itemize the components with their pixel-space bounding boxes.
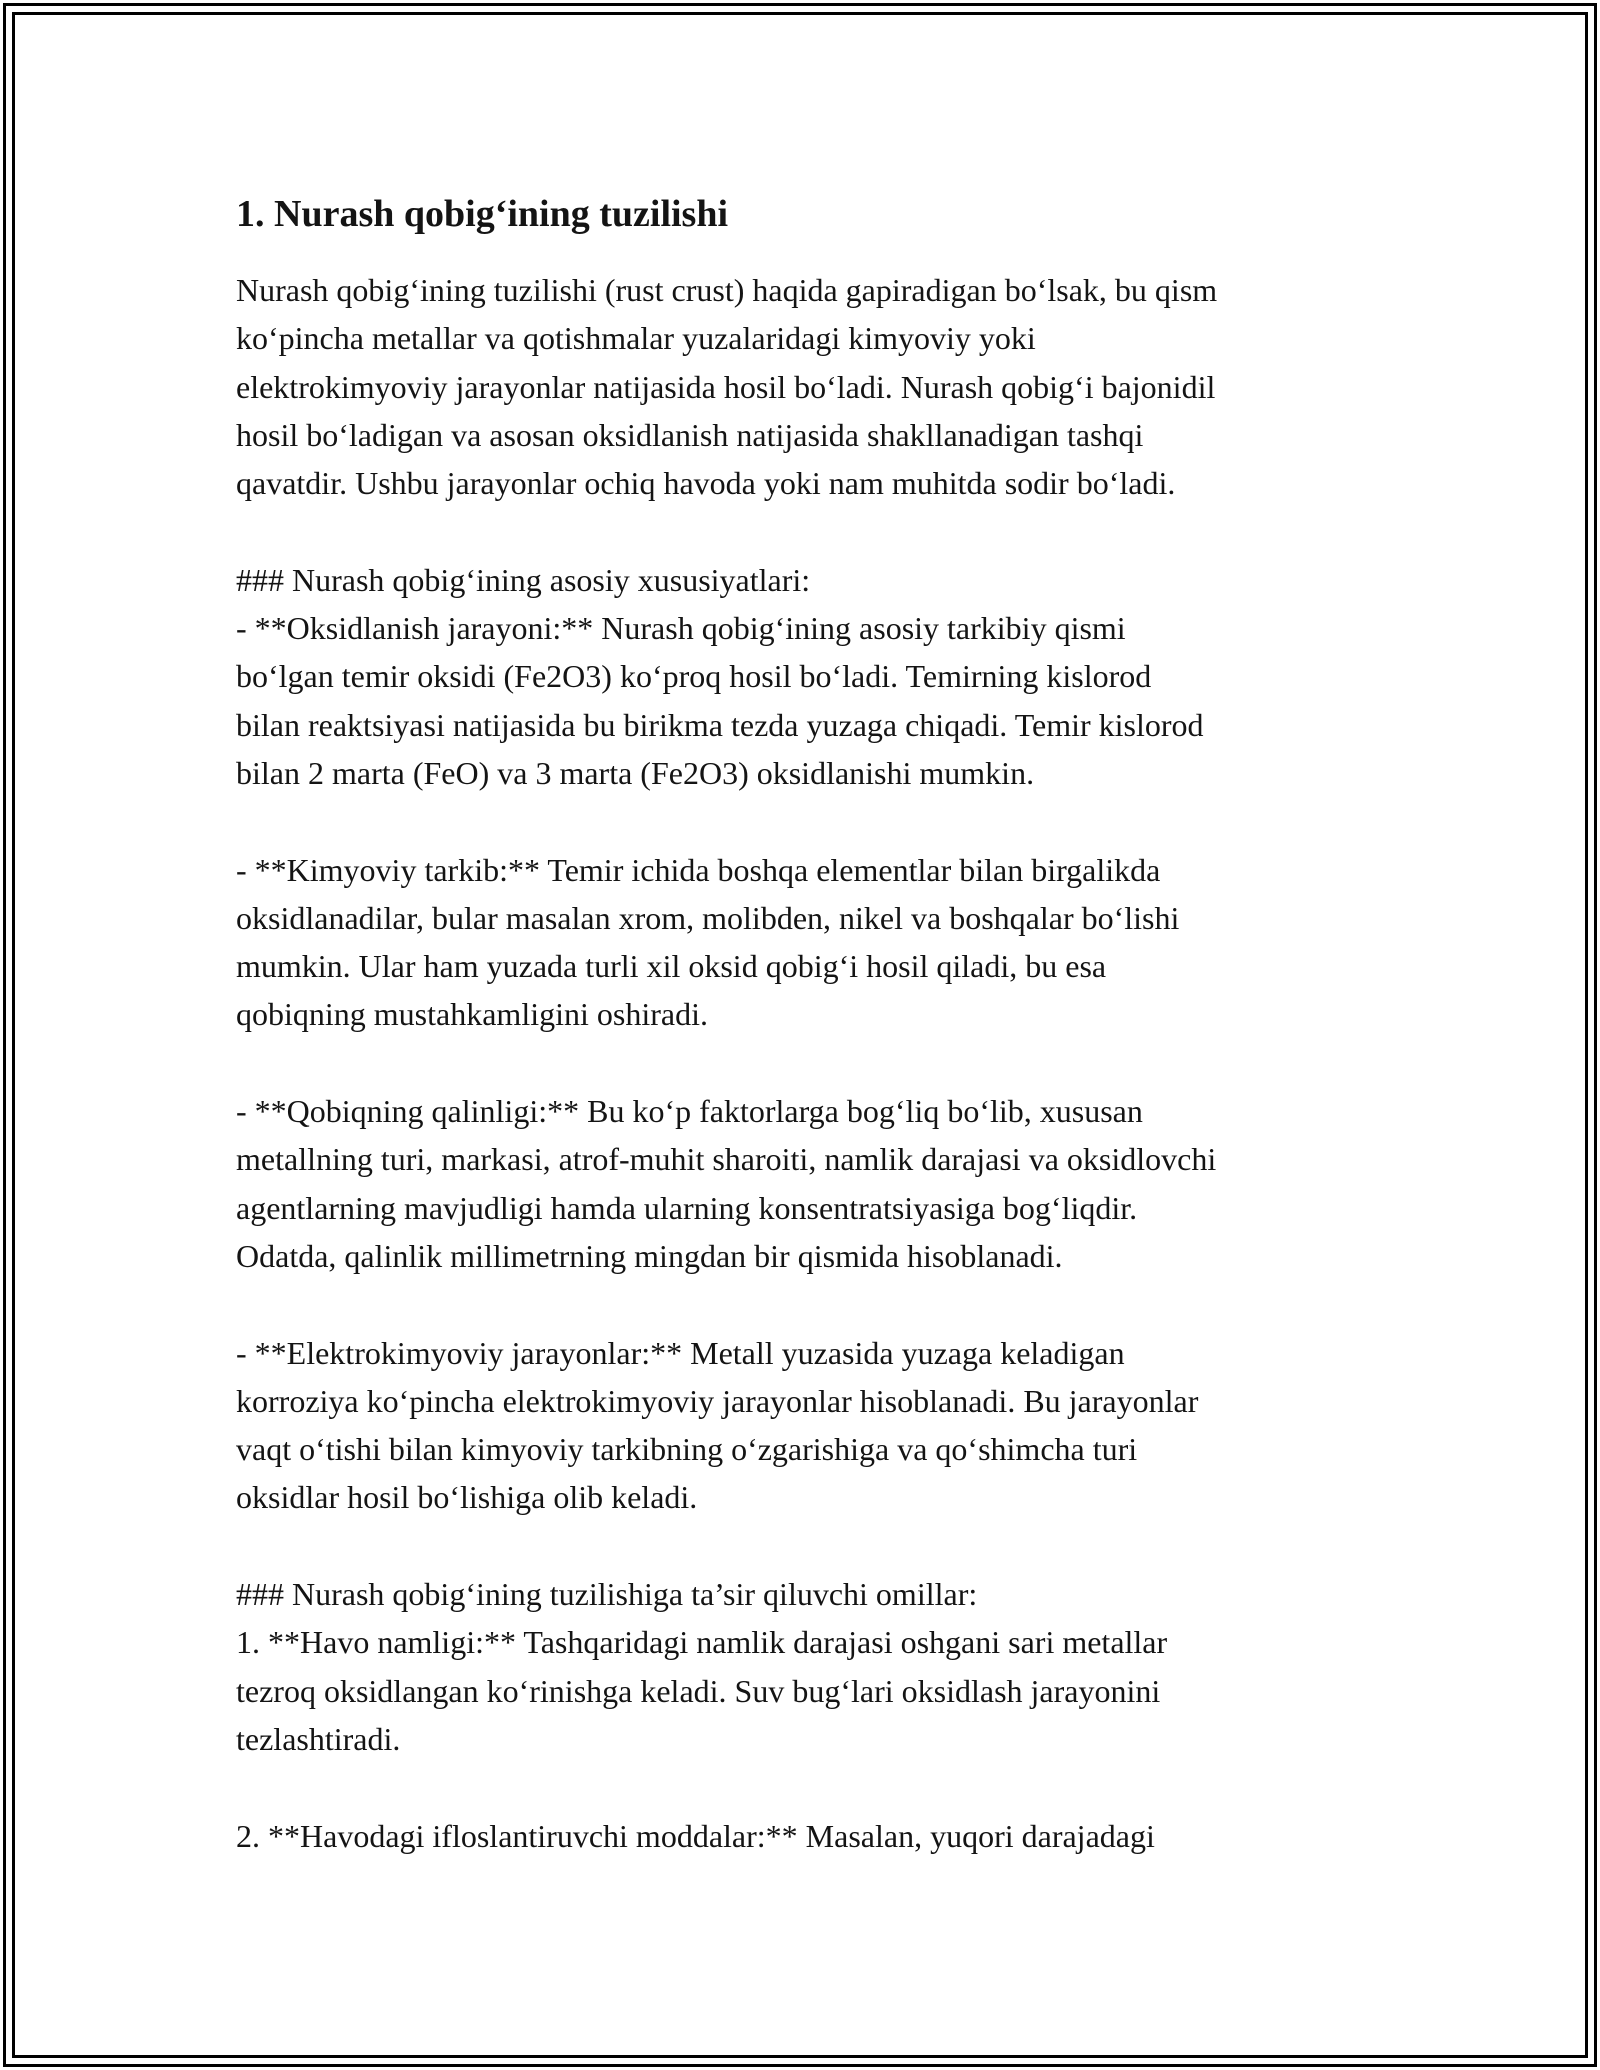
document-content [236, 186, 1376, 1860]
document-body: Nurash qobig‘ining tuzilishi (rust crust) haqida gapiradigan bo‘lsak, bu qism ko‘pincha metallar va qotishmalar yuzalaridagi kimyoviy yoki elektrokimyoviy jarayonlar natijasida hosil bo‘ladi. Nurash qobig‘i bajonidil hosil bo‘ladigan va asosan oksidlanish natijasida shakllanadigan tashqi qavatdir. Ushbu jarayonlar ochiq havoda yoki nam muhitda sodir bo‘ladi. ### Nurash qobig‘ining asosiy xususiyatlari: - **Oksidlanish jarayoni:** Nurash qobig‘ining asosiy tarkibiy qismi bo‘lgan temir oksidi (Fe2O3) ko‘proq hosil bo‘ladi. Temirning kislorod bilan reaktsiyasi natijasida bu birikma tezda yuzaga chiqadi. Temir kislorod bilan 2 marta (FeO) va 3 marta (Fe2O3) oksidlanishi mumkin. - **Kimyoviy tarkib:** Temir ichida boshqa elementlar bilan birgalikda oksidlanadilar, bular masalan xrom, molibden, nikel va boshqalar bo‘lishi mumkin. Ular ham yuzada turli xil oksid qobig‘i hosil qiladi, bu esa qobiqning mustahkamligini oshiradi. - **Qobiqning qalinligi:** Bu ko‘p faktorlarga bog‘liq bo‘lib, xususan metallning turi, markasi, atrof-muhit sharoiti, namlik darajasi va oksidlovchi agentlarning mavjudligi hamda ularning konsentratsiyasiga bog‘liqdir. Odatda, qalinlik millimetrning mingdan bir qismida hisoblanadi. - **Elektrokimyoviy jarayonlar:** Metall yuzasida yuzaga keladigan korroziya ko‘pincha elektrokimyoviy jarayonlar hisoblanadi. Bu jarayonlar vaqt o‘tishi bilan kimyoviy tarkibning o‘zgarishiga va qo‘shimcha turi oksidlar hosil bo‘lishiga olib keladi. ### Nurash qobig‘ining tuzilishiga ta’sir qiluvchi omillar: 1. **Havo namligi:** Tashqaridagi namlik darajasi oshgani sari metallar tezroq oksidlangan ko‘rinishga keladi. Suv bug‘lari oksidlash jarayonini tezlashtiradi. 2. **Havodagi ifloslantiruvchi moddalar:** Masalan, yuqori darajadagi [236, 272, 1218, 1854]
document-title: 1. Nurash qobig‘ining tuzilishi [236, 193, 729, 235]
